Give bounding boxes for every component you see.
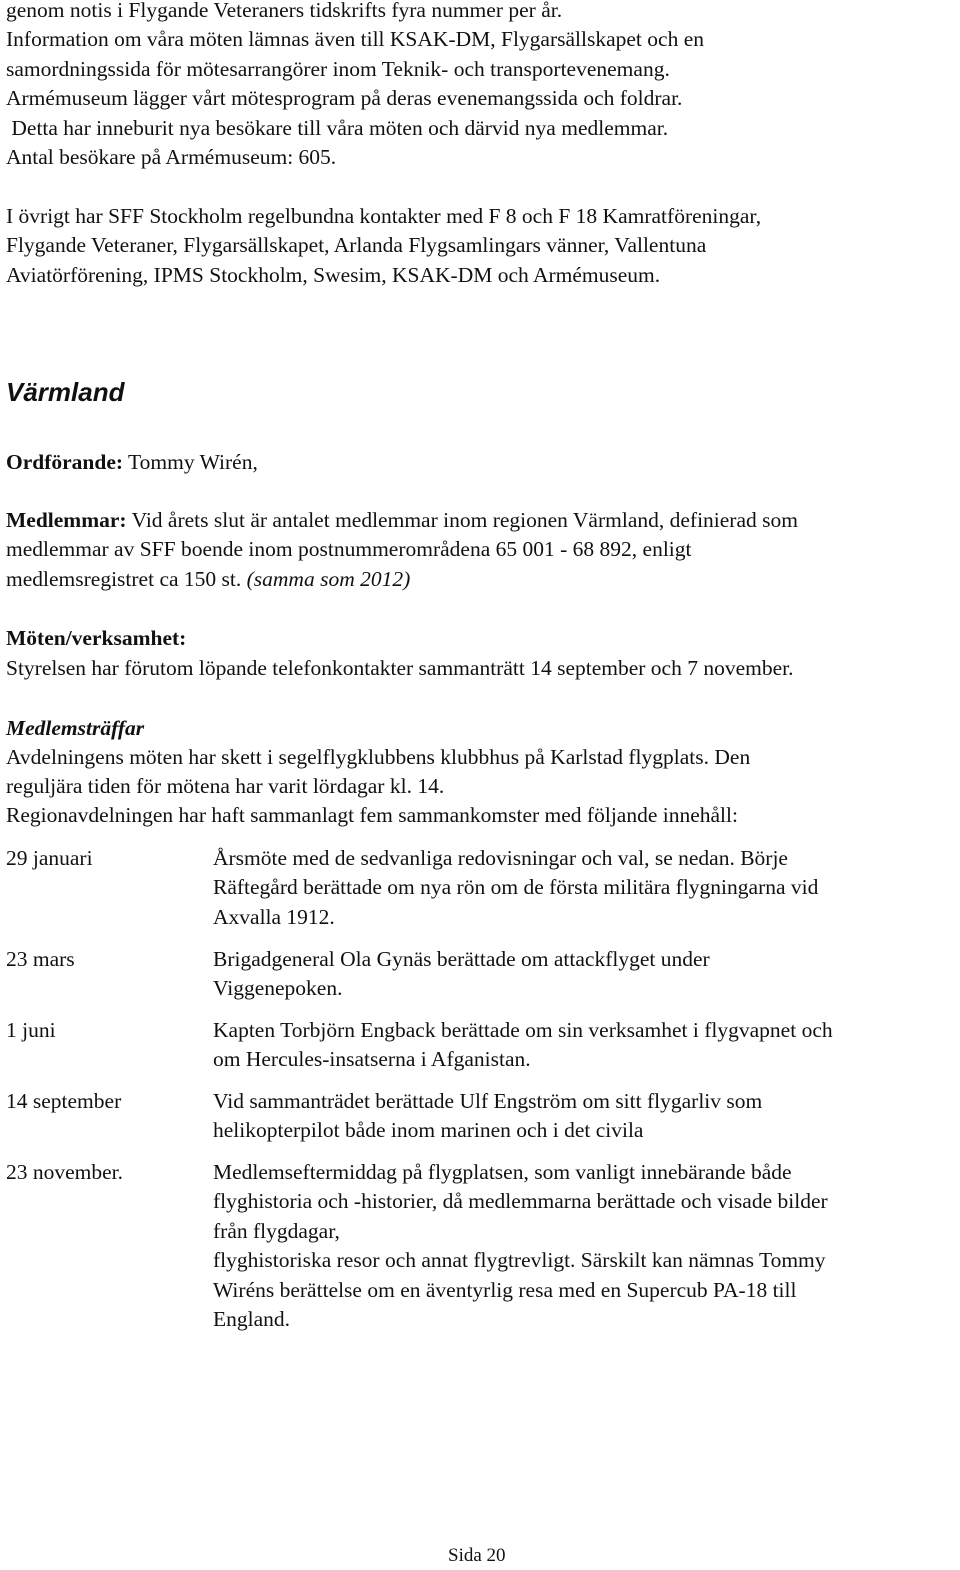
intro-line: Antal besökare på Armémuseum: 605. bbox=[6, 145, 337, 170]
intro-line: Armémuseum lägger vårt mötesprogram på deras evenemangssida och foldrar. bbox=[6, 86, 683, 111]
event-line: Wiréns berättelse om en äventyrlig resa med en Supercub PA-18 till bbox=[213, 1277, 797, 1302]
intro-paragraph bbox=[6, 0, 704, 172]
club-meetings-paragraph bbox=[6, 743, 750, 802]
intro-line: Information om våra möten lämnas även till KSAK-DM, Flygarsällskapet och en bbox=[6, 27, 704, 52]
event-line: Vid sammanträdet berättade Ulf Engström om sitt flygarliv som bbox=[213, 1089, 763, 1113]
contacts-line: Flygande Veteraner, Flygarsällskapet, Arlanda Flygsamlingars vänner, Vallentuna bbox=[6, 233, 707, 258]
event-date: 14 september bbox=[6, 1089, 122, 1113]
region-intro: Regionavdelningen har haft sammanlagt fem sammankomster med följande innehåll: bbox=[6, 803, 738, 827]
intro-line: genom notis i Flygande Veteraners tidskrifts fyra nummer per år. bbox=[6, 0, 563, 22]
meetings-text: Styrelsen har förutom löpande telefonkontakter sammanträtt 14 september och 7 november. bbox=[6, 656, 794, 680]
event-line: Årsmöte med de sedvanliga redovisningar och val, se nedan. Börje bbox=[213, 846, 788, 870]
contacts-line: I övrigt har SFF Stockholm regelbundna kontakter med F 8 och F 18 Kamratföreningar, bbox=[6, 204, 762, 228]
event-line: Viggenepoken. bbox=[213, 976, 343, 1001]
event-line: Medlemseftermiddag på flygplatsen, som vanligt innebärande både bbox=[213, 1160, 792, 1184]
event-description bbox=[213, 1158, 828, 1334]
chair-label: Ordförande: bbox=[6, 450, 124, 474]
contacts-paragraph bbox=[6, 202, 761, 290]
event-description bbox=[213, 1016, 833, 1075]
chair-value: Tommy Wirén, bbox=[123, 450, 258, 474]
event-line: om Hercules-insatserna i Afganistan. bbox=[213, 1047, 531, 1072]
event-line: Kapten Torbjörn Engback berättade om sin verksamhet i flygvapnet och bbox=[213, 1018, 833, 1042]
event-description bbox=[213, 844, 818, 932]
club-meetings-heading: Medlemsträffar bbox=[6, 716, 145, 740]
members-line bbox=[6, 565, 798, 594]
contacts-line: Aviatörförening, IPMS Stockholm, Swesim, KSAK-DM och Armémuseum. bbox=[6, 262, 661, 287]
event-description bbox=[213, 1087, 762, 1146]
intro-line: Detta har inneburit nya besökare till våra möten och därvid nya medlemmar. bbox=[6, 115, 669, 140]
event-description bbox=[213, 945, 710, 1004]
event-line: Axvalla 1912. bbox=[213, 904, 335, 929]
event-line: England. bbox=[213, 1307, 291, 1332]
event-line: helikopterpilot både inom marinen och i det civila bbox=[213, 1118, 644, 1143]
meetings-heading: Möten/verksamhet: bbox=[6, 626, 187, 650]
club-meetings-line: reguljära tiden för mötena har varit lördagar kl. 14. bbox=[6, 774, 445, 799]
members-text: Vid årets slut är antalet medlemmar inom regionen Värmland, definierad som bbox=[126, 508, 798, 532]
event-line: flyghistoriska resor och annat flygtrevligt. Särskilt kan nämnas Tommy bbox=[213, 1248, 826, 1273]
intro-line: samordningssida för mötesarrangörer inom Teknik- och transportevenemang. bbox=[6, 56, 670, 81]
members-text: medlemsregistret ca 150 st. bbox=[6, 566, 247, 591]
event-line: Brigadgeneral Ola Gynäs berättade om attackflyget under bbox=[213, 947, 710, 971]
event-line: flyghistoria och -historier, då medlemmarna berättade och visade bilder bbox=[213, 1189, 828, 1214]
page-number: Sida 20 bbox=[448, 1545, 506, 1566]
event-date: 1 juni bbox=[6, 1018, 56, 1042]
members-label: Medlemmar: bbox=[6, 508, 127, 532]
event-date: 29 januari bbox=[6, 846, 93, 870]
members-line bbox=[6, 506, 798, 535]
event-date: 23 november. bbox=[6, 1160, 124, 1184]
event-date: 23 mars bbox=[6, 947, 75, 971]
section-title: Värmland bbox=[6, 377, 125, 407]
club-meetings-line: Avdelningens möten har skett i segelflygklubbens klubbhus på Karlstad flygplats. Den bbox=[6, 745, 751, 769]
members-note: (samma som 2012) bbox=[246, 566, 411, 591]
members-paragraph bbox=[6, 506, 798, 594]
members-line: medlemmar av SFF boende inom postnummerområdena 65 001 - 68 892, enligt bbox=[6, 537, 692, 562]
event-line: Räftegård berättade om nya rön om de första militära flygningarna vid bbox=[213, 875, 819, 900]
event-line: från flygdagar, bbox=[213, 1218, 340, 1243]
chair-line bbox=[6, 448, 258, 477]
